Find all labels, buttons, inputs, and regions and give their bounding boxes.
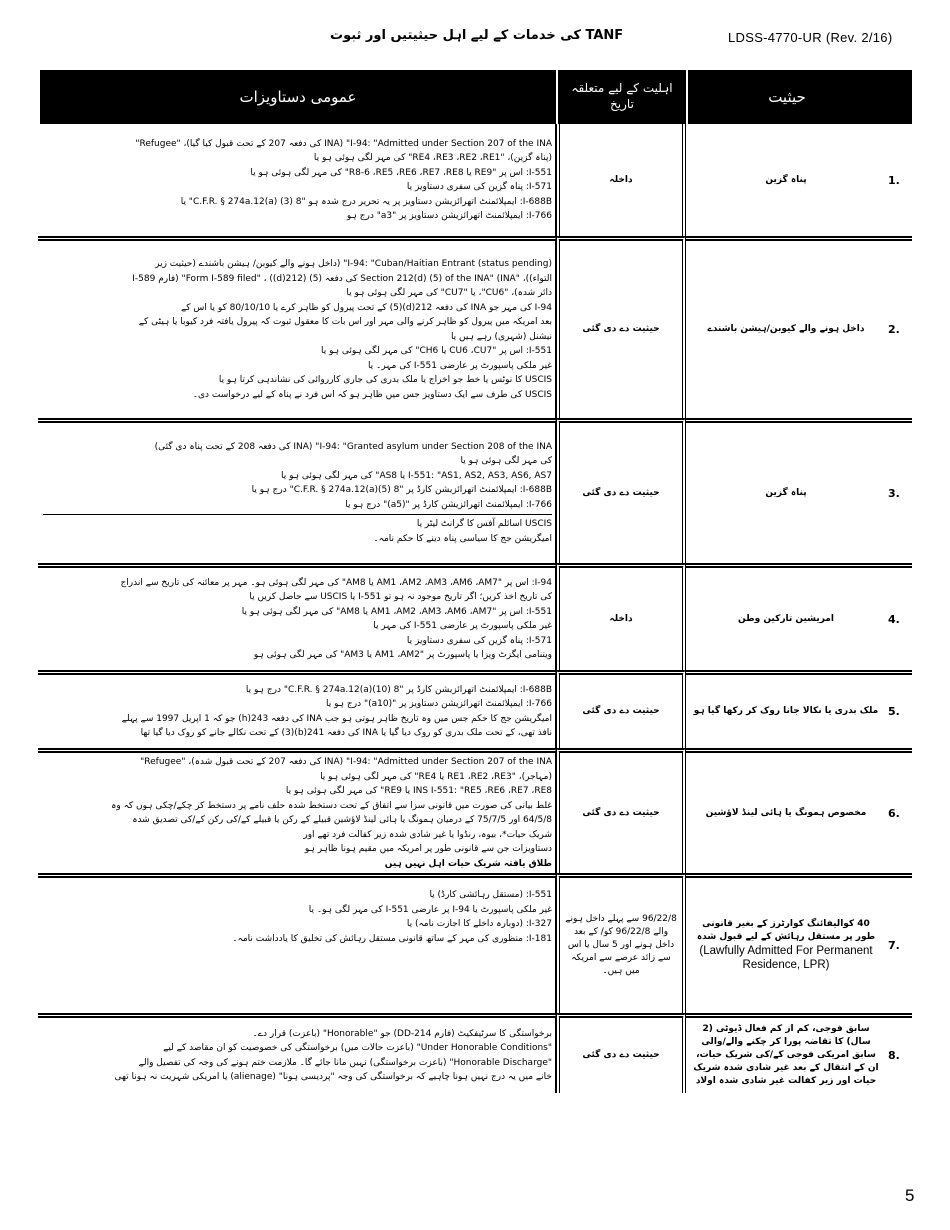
doc-line: I-766: ایمپلائمنٹ اتھرائزیشن دستاویز پر "(a10)" درج ہو یا <box>326 699 552 709</box>
doc-line: INS I-551: "RE5 ،RE6 ،RE7 ،RE8 یا RE9" کی مہر لگی ہوئی ہو یا <box>285 786 552 796</box>
doc-line: کی تاریخ اخذ کریں؛ اگر تاریخ موجود نہ ہو تو I-551 یا USCIS سے حاصل کریں یا <box>249 592 552 602</box>
doc-line: I-688B: ایمپلائمنٹ اتھرائزیشن کارڈ پر "8 C.F.R. § 274a.12(a)(10)" درج ہو یا <box>245 684 552 695</box>
row-number: 1. <box>888 173 900 187</box>
row-number: 3. <box>886 418 912 563</box>
row-documents <box>38 748 556 873</box>
header-documents: عمومی دستاویزات <box>38 70 556 124</box>
row-status: پناہ گزین <box>686 418 886 563</box>
row-number: 2. <box>886 236 912 418</box>
doc-line: I-551: "AS1, AS2, AS3, AS6, AS7 یا AS8" کی مہر لگی ہوئی ہو یا <box>280 470 552 481</box>
row-status: ملک بدری یا نکالا جانا روک کر رکھا گیا ہو <box>686 670 886 748</box>
row-documents <box>38 1013 556 1093</box>
table-row <box>38 670 912 748</box>
doc-line: I-181: منظوری کی مہر کے ساتھ قانونی مستقل رہائش کی تخلیق کا یادداشت نامہ۔ <box>232 933 552 944</box>
doc-line: غیر ملکی پاسپورٹ پر عارضی I-551 کی مہر۔ یا <box>367 360 552 371</box>
doc-line: غیر ملکی پاسپورٹ یا I-94 پر عارضی I-551 کی مہر لگی ہو۔ یا <box>308 904 552 915</box>
doc-line: I-94: "Granted asylum under Section 208 of the INA" (INA کی دفعہ 208 کے تحت پناہ دی گئی) <box>154 441 552 452</box>
table-header-row <box>38 70 912 124</box>
header-date: اہلیت کے لیے متعلقہ تاریخ <box>556 70 686 124</box>
page-number: 5 <box>905 1186 915 1205</box>
row-status: سابق فوجی، کم از کم فعال ڈیوٹی (2 سال) کا تقاضہ پورا کر چکنے والے/والی سابق امریکی فوجی کے/کی شریک حیات، ان کے انتقال کے بعد غیر شادی شدہ شریک حیات اور زیر کفالت غیر شادی شدہ اولاد <box>686 1013 886 1093</box>
doc-line: امیگریشن جج کا سیاسی پناہ دینے کا حکم نامہ۔ <box>373 533 552 544</box>
doc-line: 64/5/8 اور 75/7/5 کے درمیان ہمونگ یا ہائی لینڈ لاؤشین قبیلے کے رکن یا قبیلے کے/کی رکن کے/کی تصدیق شدہ <box>132 815 552 825</box>
doc-line: I-571: پناہ گزین کی سفری دستاویز یا <box>406 182 552 192</box>
row-status <box>686 873 886 1013</box>
row-documents <box>38 670 556 748</box>
doc-line: USCIS کا نوٹس یا خط جو اخراج یا ملک بدری کی جاری کارروائی کی نشاندہی کرتا ہو یا <box>218 375 552 385</box>
table-row <box>38 236 912 418</box>
row-number: 5. <box>886 670 912 748</box>
doc-line: طلاق یافتہ شریک حیات اہل نہیں ہیں <box>384 858 552 869</box>
row-status: مخصوص ہمونگ یا ہائی لینڈ لاؤشین <box>686 748 886 873</box>
doc-line: بعد امریکہ میں پیرول کو ظاہر کرنے والی مہر اور اس بات کا معقول ثبوت کہ پیرول یافتہ فرد کیوبا یا ہیٹی کے <box>138 317 552 327</box>
doc-line: I-766: ایمپلائمنٹ اتھرائزیشن دستاویز پر "a3" درج ہو <box>346 211 552 221</box>
doc-line: نیشنل (شہری) رہے ہیں یا <box>450 331 552 342</box>
row-date: حیثیت دے دی گئی <box>556 418 686 563</box>
doc-line: "Under Honorable Conditions" (باعزت حالات میں) برخواستگی کی خصوصیت کو ان مقاصد کے لیے <box>163 1043 552 1053</box>
row-documents <box>38 236 556 418</box>
doc-line: USCIS اسائلم آفس کا گرانٹ لیٹر یا <box>43 514 552 532</box>
doc-line: I-551: اس پر "CU6 ،CU7 یا CH6" کی مہر لگی ہوئی ہو یا <box>321 346 552 356</box>
doc-line: غیر ملکی پاسپورٹ پر عارضی I-551 کی مہر یا <box>373 621 552 631</box>
header-num <box>886 70 912 124</box>
row-documents <box>38 124 556 236</box>
doc-line: التواء))، "Section 212(d) (5) of the INA" (INA کی دفعہ (5) (212(d)) ، "Form I-589 filed" (فارم I-589 <box>132 273 552 284</box>
doc-line: I-551: اس پر "AM1 ،AM2 ،AM3 ،AM6 ،AM7 یا AM8" کی مہر لگی ہوئی ہو یا <box>241 606 552 617</box>
row-documents <box>38 873 556 1013</box>
table-row <box>38 418 912 563</box>
status-urdu: 40 کوالیفائنگ کوارٹرز کے بغیر قانونی طور پر مستقل رہائش کے لیے قبول شدہ <box>696 919 876 942</box>
doc-line: امیگریشن جج کا حکم جس میں وہ تاریخ ظاہر ہوتی ہو جب INA کی دفعہ 243(h) جو کہ 1 اپریل 1997 سے پہلے <box>121 713 552 724</box>
doc-line: "Honorable Discharge" (باعزت برخواستگی) نہیں مانا جائے گا۔ ملازمت ختم ہونے کی وجہ کی تفصیل والے <box>138 1057 552 1068</box>
table-row <box>38 873 912 1013</box>
row-date: حیثیت دے دی گئی <box>556 670 686 748</box>
row-documents <box>38 418 556 563</box>
form-id: LDSS-4770-UR (Rev. 2/16) <box>728 30 893 45</box>
row-number: 4. <box>886 563 912 670</box>
doc-line: دائر شدہ)، "CU6"، یا "CU7" کی مہر لگی ہوئی ہو یا <box>346 288 552 298</box>
row-number: 7. <box>886 873 912 1013</box>
page-title: TANF کی خدمات کے لیے اہل حیثیتیں اور ثبوت <box>330 28 624 43</box>
doc-line: I-94: "Cuban/Haitian Entrant (status pending)" (داخل ہونے والے کیوبن/ ہیشن باشندے (حیثیت زیر <box>155 259 552 269</box>
doc-line: I-571: پناہ گزین کی سفری دستاویز یا <box>406 635 552 646</box>
doc-line: I-766: ایمپلائمنٹ اتھرائزیشن کارڈ پر "(a5)" درج ہو یا <box>345 499 552 510</box>
header-status: حیثیت <box>686 70 886 124</box>
doc-line: (مہاجر)، "RE1 ،RE2 ،RE3 یا RE4" کی مہر لگی ہوئی ہو یا <box>320 771 552 782</box>
eligibility-table <box>38 70 912 1093</box>
row-status: پناہ گزین <box>765 174 807 185</box>
doc-line: USCIS کی طرف سے ایک دستاویز جس میں ظاہر ہو کہ اس فرد نے پناہ کے لیے درخواست دی۔ <box>192 389 552 400</box>
doc-line: I-94: "Admitted under Section 207 of the INA" (INA کی دفعہ 207 کے تحت قبول کیا گیا)، "Refugee" <box>135 138 552 149</box>
doc-line: خانے میں یہ درج نہیں ہونا چاہیے کہ برخواستگی کی وجہ "پردیسی ہونا" (alienage) یا امریکی شہریت نہ ہونا تھی <box>114 1072 552 1082</box>
row-status: امریشین تارکین وطن <box>686 563 886 670</box>
table-row <box>38 563 912 670</box>
row-date: داخلہ <box>556 124 686 236</box>
row-status: داخل ہونے والے کیوبن/ہیشن باشندے <box>686 236 886 418</box>
doc-line: I-94: اس پر "AM1 ،AM2 ،AM3 ،AM6 ،AM7 یا AM8" کی مہر لگی ہوئی ہو۔ مہر پر معائنہ کی تاریخ سے اندراج <box>120 577 552 588</box>
doc-line: I-94: "Admitted under Section 207 of the INA" (INA کی دفعہ 207 کے تحت قبول شدہ)، "Refugee" <box>140 757 552 767</box>
row-date: حیثیت دے دی گئی <box>556 236 686 418</box>
doc-line: ویتنامی ایگزٹ ویزا یا پاسپورٹ پر "AM1 ،AM2 یا AM3" کی مہر لگی ہوئی ہو <box>253 650 552 660</box>
doc-line: I-688B: ایمپلائمنٹ اتھرائزیشن کارڈ پر "8 C.F.R. § 274a.12(a)(5)" درج ہو یا <box>251 485 552 496</box>
status-english: (Lawfully Admitted For Permanent Residence, LPR) <box>699 945 873 971</box>
row-date: داخلہ <box>556 563 686 670</box>
doc-line: I-551: اس پر "RE9 یا R8-6 ،RE5 ،RE6 ،RE7 ،RE8" کی مہر لگی ہوئی ہو یا <box>250 167 552 178</box>
doc-line: شریک حیات*، بیوہ، رنڈوا یا غیر شادی شدہ زیر کفالت فرد تھے اور <box>303 829 552 840</box>
table-row <box>38 124 912 236</box>
table-row <box>38 1013 912 1093</box>
row-number: 6. <box>886 748 912 873</box>
doc-line: نافذ تھی، کے تحت ملک بدری کو روک دیا گیا یا INA کی دفعہ 241(b)(3) کے تحت نکالے جانے کو روک دیا گیا تھا <box>140 728 552 738</box>
doc-line: برخواستگی کا سرٹیفکیٹ (فارم DD-214) جو "Honorable" (باعزت) قرار دے۔ <box>252 1028 552 1039</box>
table-row <box>38 748 912 873</box>
row-documents <box>38 563 556 670</box>
row-date: 96/22/8 سے پہلے داخل ہونے والے 96/22/8 کو/ کے بعد داخل ہونے اور 5 سال یا اس سے زائد عرصے سے امریکہ میں ہیں۔ <box>556 873 686 1013</box>
row-number: 8. <box>886 1013 912 1093</box>
doc-line: I-94 کی مہر جو INA کی دفعہ 212(d)(5) کے تحت پیرول کو ظاہر کرے یا 80/10/10 کو یا اس کے <box>180 302 552 313</box>
doc-line: I-551: (مستقل رہائشی کارڈ) یا <box>429 890 552 900</box>
doc-line: دستاویزات جن سے قانونی طور پر امریکہ میں مقیم ہونا ظاہر ہو <box>304 844 552 854</box>
doc-line: کی مہر لگی ہوئی ہو یا <box>460 456 552 467</box>
doc-line: (پناہ گزین)، "RE4 ،RE3 ،RE2 ،RE1" کی مہر لگی ہوئی ہو یا <box>313 153 552 163</box>
doc-line: I-688B: ایمپلائمنٹ اتھرائزیشن دستاویز پر یہ تحریر درج شدہ ہو "8 C.F.R. § 274a.12(a) (3)" یا <box>180 196 552 207</box>
row-date: حیثیت دے دی گئی <box>556 1013 686 1093</box>
row-date: حیثیت دے دی گئی <box>556 748 686 873</box>
doc-line: غلط بیانی کی صورت میں قانونی سزا سے اتفاق کے تحت دستخط شدہ حلف نامے پر دستخط کر چکے/چکی ہوں کہ وہ <box>111 800 552 811</box>
doc-line: I-327: (دوبارہ داخلے کا اجازت نامہ) یا <box>406 919 552 929</box>
